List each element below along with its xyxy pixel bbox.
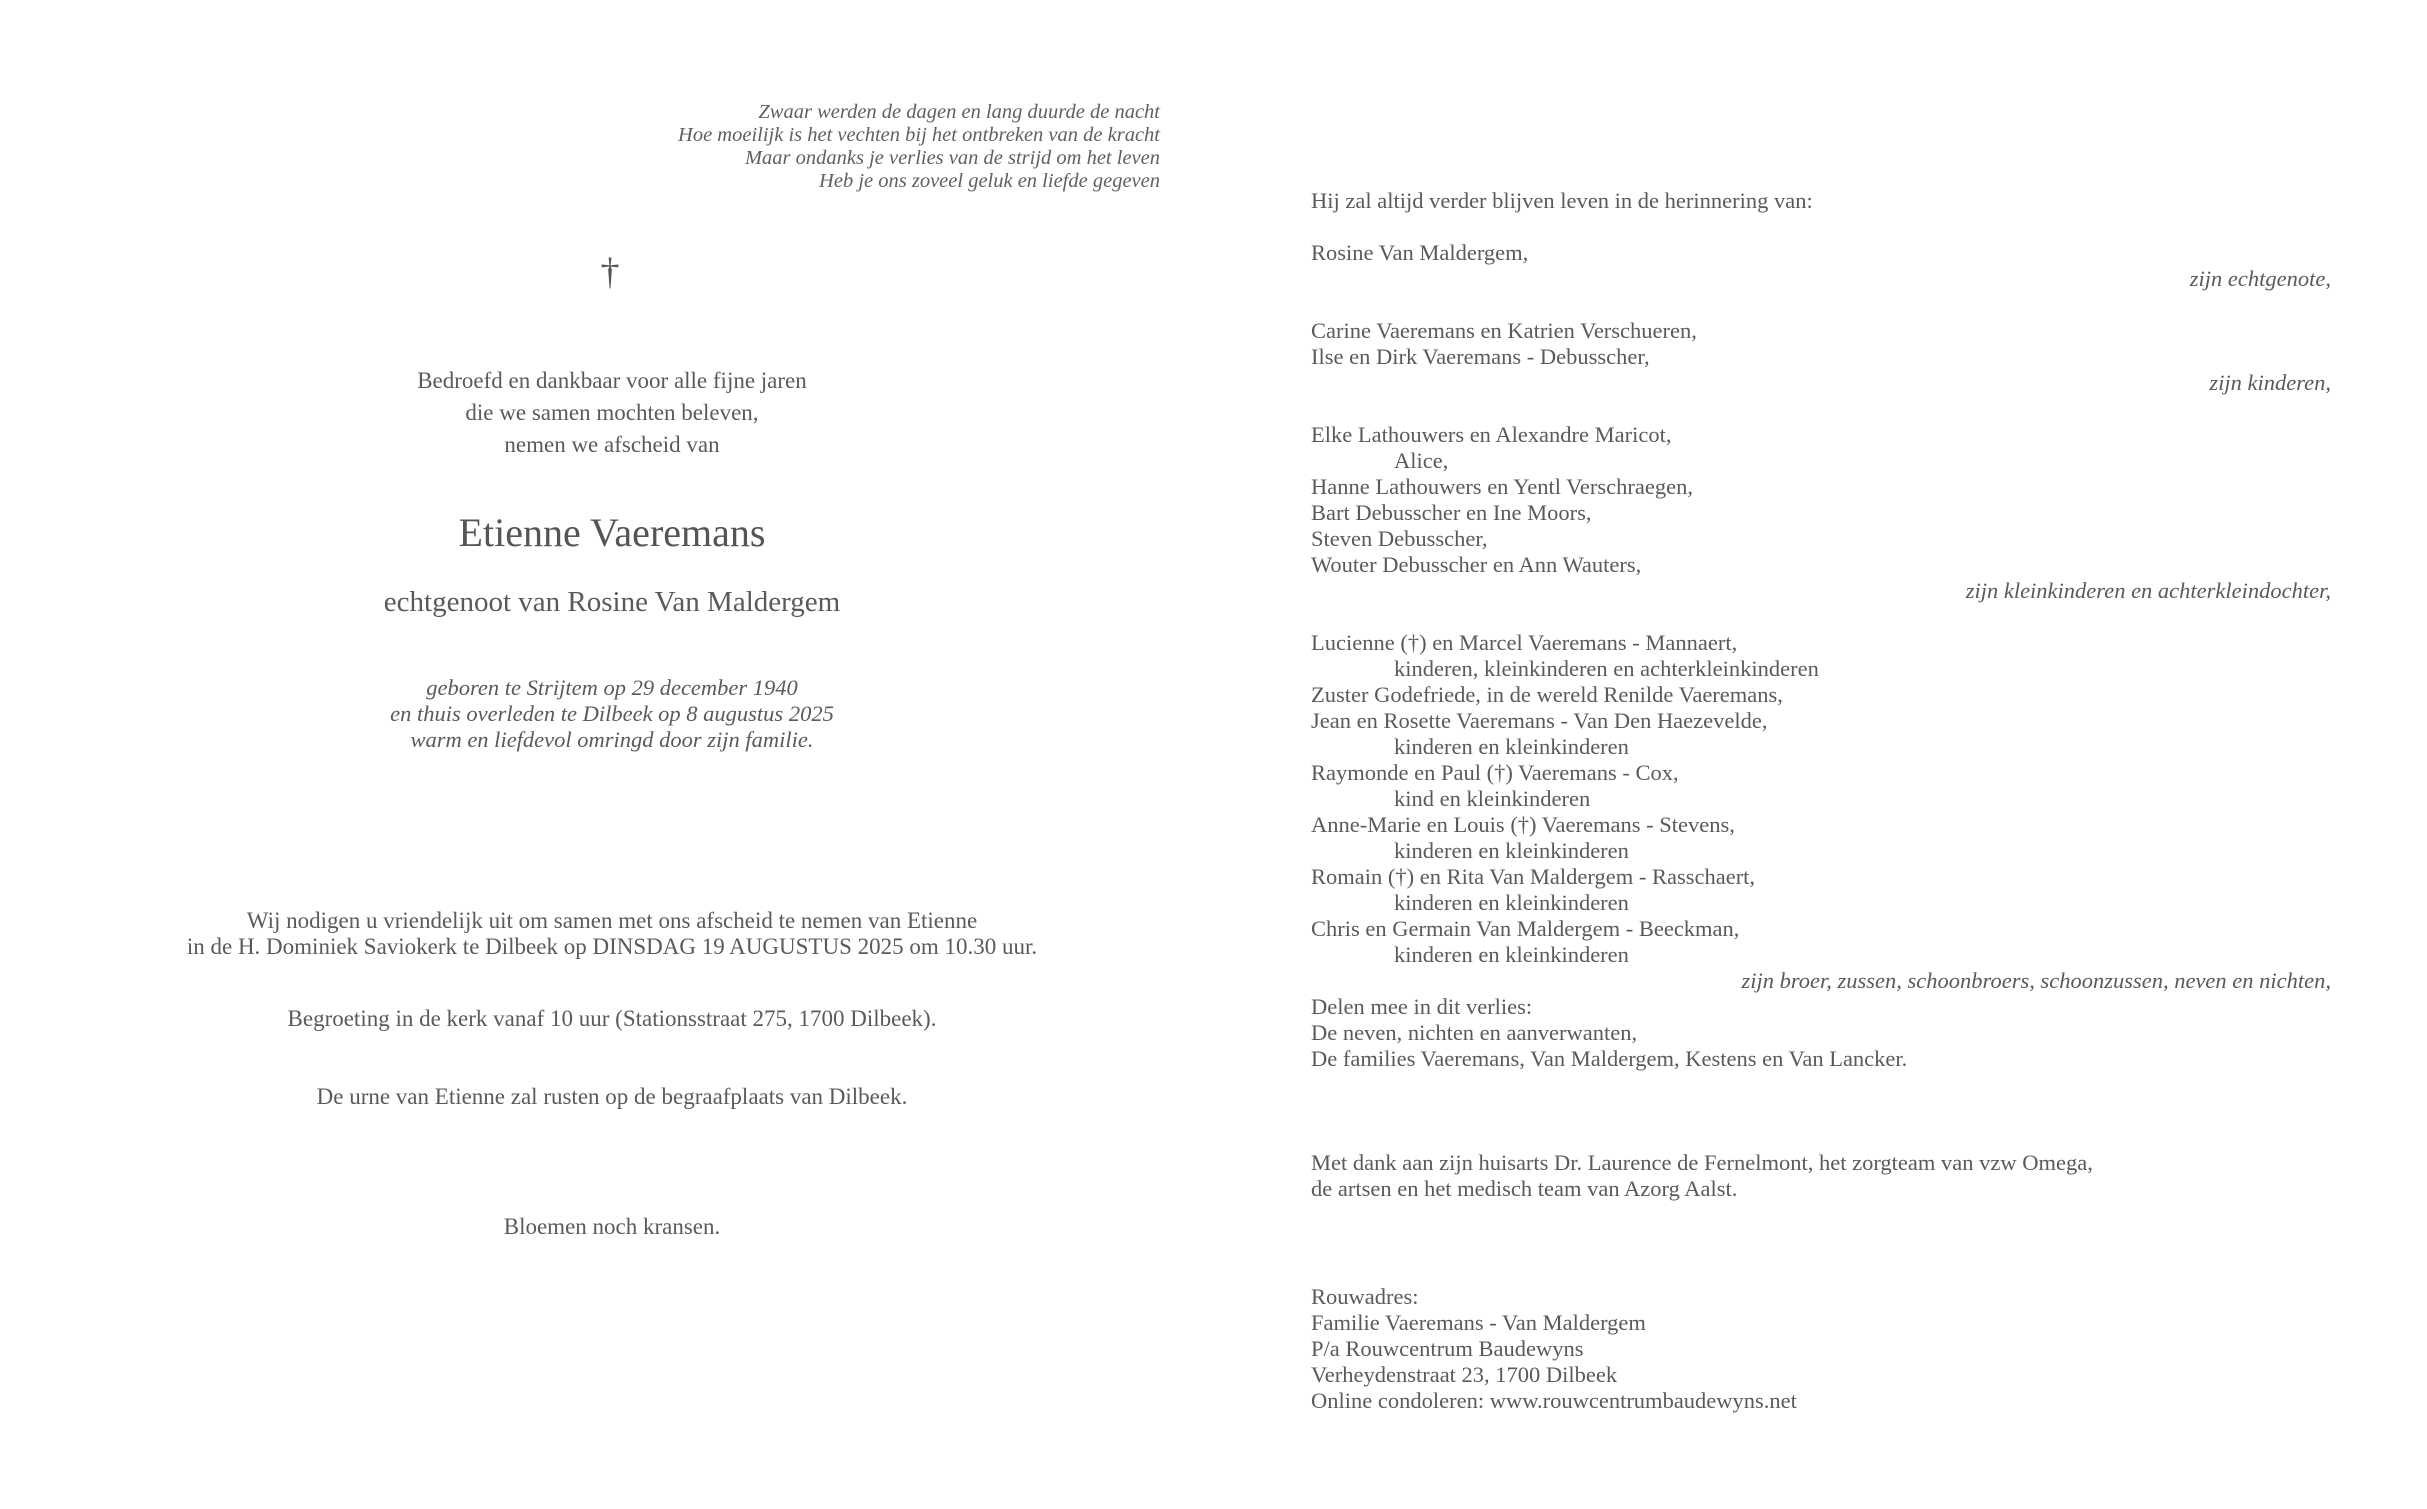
spouse-line: echtgenoot van Rosine Van Maldergem	[383, 586, 841, 618]
invite-line: Wij nodigen u vriendelijk uit om samen met ons afscheid te nemen van Etienne	[246, 908, 978, 933]
grandchildren-role: zijn kleinkinderen en achterkleindochter,	[1965, 578, 2331, 603]
child-name: Ilse en Dirk Vaeremans - Debusscher,	[1311, 344, 1650, 369]
sibling-descendants: kinderen en kleinkinderen	[1394, 734, 1629, 759]
birth-death-info	[212, 675, 1012, 753]
grandchild-name: Bart Debusscher en Ine Moors,	[1311, 500, 1592, 525]
thanks-line: Met dank aan zijn huisarts Dr. Laurence de Fernelmont, het zorgteam van vzw Omega,	[1311, 1150, 2093, 1175]
address-line: Familie Vaeremans - Van Maldergem	[1311, 1310, 1646, 1335]
spouse-name: Rosine Van Maldergem,	[1311, 240, 1529, 265]
address-heading: Rouwadres:	[1311, 1284, 1419, 1309]
poem-line: Heb je ons zoveel geluk en liefde gegeven	[819, 170, 1160, 192]
urn-info: De urne van Etienne zal rusten op de begraafplaats van Dilbeek.	[316, 1084, 908, 1109]
born-line: geboren te Strijtem op 29 december 1940	[426, 675, 798, 700]
intro-line: nemen we afscheid van	[504, 432, 720, 457]
died-line: en thuis overleden te Dilbeek op 8 augustus 2025	[390, 701, 834, 726]
siblings-role: zijn broer, zussen, schoonbroers, schoonzussen, neven en nichten,	[1741, 968, 2331, 993]
sibling-descendants: kind en kleinkinderen	[1394, 786, 1591, 811]
sibling-name: Romain (†) en Rita Van Maldergem - Rasschaert,	[1311, 864, 1756, 889]
condolence-link[interactable]: Online condoleren: www.rouwcentrumbaudewyns.net	[1311, 1388, 1797, 1413]
great-grandchild-name: Alice,	[1394, 448, 1449, 473]
poem	[560, 101, 1160, 193]
address-line: Verheydenstraat 23, 1700 Dilbeek	[1311, 1362, 1618, 1387]
spouse-role: zijn echtgenote,	[2189, 266, 2331, 291]
flowers-note: Bloemen noch kransen.	[503, 1214, 721, 1239]
sibling-name: Anne-Marie en Louis (†) Vaeremans - Stevens,	[1311, 812, 1735, 837]
surrounded-line: warm en liefdevol omringd door zijn familie.	[410, 727, 814, 752]
sibling-descendants: kinderen en kleinkinderen	[1394, 890, 1629, 915]
poem-line: Maar ondanks je verlies van de strijd om het leven	[744, 147, 1160, 169]
cross-icon: †	[600, 251, 620, 293]
memory-heading: Hij zal altijd verder blijven leven in de herinnering van:	[1311, 188, 1813, 213]
children-role: zijn kinderen,	[2209, 370, 2331, 395]
grandchild-name: Wouter Debusscher en Ann Wauters,	[1311, 552, 1642, 577]
grandchild-name: Steven Debusscher,	[1311, 526, 1488, 551]
sibling-name: Raymonde en Paul (†) Vaeremans - Cox,	[1311, 760, 1679, 785]
poem-line: Hoe moeilijk is het vechten bij het ontbreken van de kracht	[678, 124, 1160, 146]
intro-line: die we samen mochten beleven,	[465, 400, 759, 425]
address-line: P/a Rouwcentrum Baudewyns	[1311, 1336, 1584, 1361]
sibling-name: Zuster Godefriede, in de wereld Renilde Vaeremans,	[1311, 682, 1783, 707]
deceased-name: Etienne Vaeremans	[458, 510, 766, 555]
thanks-line: de artsen en het medisch team van Azorg Aalst.	[1311, 1176, 1738, 1201]
sibling-descendants: kinderen en kleinkinderen	[1394, 838, 1629, 863]
grandchild-name: Elke Lathouwers en Alexandre Maricot,	[1311, 422, 1672, 447]
grandchild-name: Hanne Lathouwers en Yentl Verschraegen,	[1311, 474, 1693, 499]
child-name: Carine Vaeremans en Katrien Verschueren,	[1311, 318, 1697, 343]
share-line: De neven, nichten en aanverwanten,	[1311, 1020, 1638, 1045]
intro-line: Bedroefd en dankbaar voor alle fijne jaren	[417, 368, 807, 393]
ceremony-invitation	[112, 908, 1112, 960]
share-heading: Delen mee in dit verlies:	[1311, 994, 1533, 1019]
invite-line: in de H. Dominiek Saviokerk te Dilbeek op DINSDAG 19 AUGUSTUS 2025 om 10.30 uur.	[186, 934, 1038, 959]
greeting-info: Begroeting in de kerk vanaf 10 uur (Stationsstraat 275, 1700 Dilbeek).	[287, 1006, 937, 1031]
sibling-descendants: kinderen, kleinkinderen en achterkleinkinderen	[1394, 656, 1819, 681]
memory-list	[1311, 188, 2331, 1414]
sibling-descendants: kinderen en kleinkinderen	[1394, 942, 1629, 967]
poem-line: Zwaar werden de dagen en lang duurde de nacht	[758, 101, 1160, 123]
sibling-name: Jean en Rosette Vaeremans - Van Den Haezevelde,	[1311, 708, 1768, 733]
sibling-name: Chris en Germain Van Maldergem - Beeckman,	[1311, 916, 1740, 941]
intro-text	[212, 365, 1012, 461]
sibling-name: Lucienne (†) en Marcel Vaeremans - Mannaert,	[1311, 630, 1738, 655]
share-line: De families Vaeremans, Van Maldergem, Kestens en Van Lancker.	[1311, 1046, 1908, 1071]
